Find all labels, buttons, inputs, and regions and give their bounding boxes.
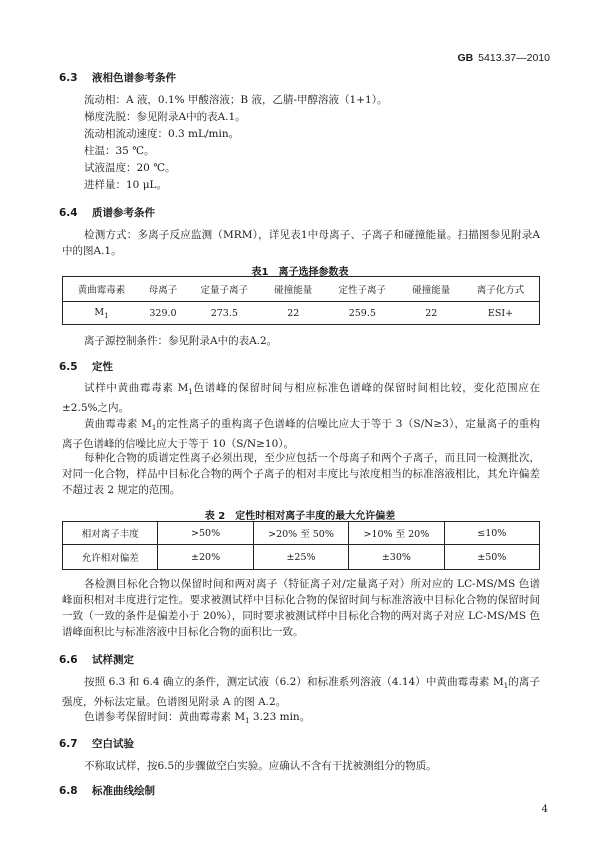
table2-cell: >10% 至 20% [349,522,444,545]
lc-line: 流动相流动速度：0.3 mL/min。 [84,128,240,140]
table1-cell: 273.5 [210,307,238,319]
table1-header: 定性子离子 [324,277,401,302]
table1-cell: 22 [287,307,300,319]
relative-ion-abundance-table [62,521,540,570]
section-6-4-heading: 6.4 质谱参考条件 [59,207,155,219]
table2-cell: ≤10% [444,522,539,545]
sample-determination-paragraph: 按照 6.3 和 6.4 确立的条件，测定试液（6.2）和标准系列溶液（4.14）中黄曲霉毒素 $M_1$的离子强度，外标法定量。色谱图见附录 A 的图 A.2。 [62,676,540,709]
lcms-qualitative-paragraph: 各检测目标化合物以保留时间和两对离子（特征离子对/定量离子对）所对应的 LC-MS/MS 色谱峰面积相对丰度进行定性。要求被测试样中目标化合物的保留时间与标准溶液中目标化合物的保留时间一致（一致的条件是偏差小于 20%），同时要求被测试样中目标化合物的两对离子对应 LC-MS/MS 色谱峰面积比与标准溶液中目标化合物的面积比一致。 [62,578,540,638]
qualitative-paragraph-3: 每种化合物的质谱定性离子必须出现，至少应包括一个母离子和两个子离子，而且同一检测批次，对同一化合物，样品中目标化合物的两个子离子的相对丰度比与浓度相当的标准溶液相比，其允许偏差不超过表 2 规定的范围。 [62,452,540,496]
table1-caption: 表1 离子选择参数表 [251,267,349,278]
retention-time-line: 色谱参考保留时间：黄曲霉毒素 $M_1$ 3.23 min。 [84,711,311,726]
table1-header: 离子化方式 [462,277,540,302]
table2-cell: >50% [158,522,253,545]
table2-cell: ±20% [158,545,253,570]
section-6-5-heading: 6.5 定性 [59,361,113,373]
table2-row-label: 允许相对偏差 [63,545,158,570]
lc-line: 梯度洗脱：参见附录A中的表A.1。 [84,111,246,123]
ion-source-note: 离子源控制条件：参见附录A中的表A.2。 [84,335,278,347]
table1-header: 黄曲霉毒素 [63,277,140,302]
lc-line: 试液温度：20 ℃。 [84,162,176,174]
section-6-7-heading: 6.7 空白试验 [59,738,134,750]
table2-caption: 表 2 定性时相对离子丰度的最大允许偏差 [204,511,396,522]
standard-number: GB 5413.37—2010 [457,52,550,64]
table1-header: 母离子 [140,277,186,302]
table2-row-label: 相对离子丰度 [63,522,158,545]
page-number: 4 [541,804,548,815]
table1-cell: 259.5 [348,307,376,319]
table1-cell: 329.0 [149,307,177,319]
table1-cell: ESI+ [487,307,514,319]
table1-cell: 22 [425,307,438,319]
ion-selection-table [62,276,540,325]
lc-line: 柱温：35 ℃。 [84,145,155,157]
ms-conditions-paragraph: 检测方式：多离子反应监测（MRM），详见表1中母离子、子离子和碰撞能量。扫描图参见附录A中的图A.1。 [62,229,540,257]
lc-line: 流动相：A 液，0.1% 甲酸溶液；B 液，乙腈-甲醇溶液（1+1）。 [84,94,388,106]
qualitative-paragraph-2: 黄曲霉毒素 $M_1$的定性离子的重构离子色谱峰的信噪比应大于等于 3（S/N≥3），定量离子的重构离子色谱峰的信噪比应大于等于 10（S/N≥10）。 [62,418,540,451]
table1-header: 碰撞能量 [263,277,324,302]
table2-cell: ±30% [349,545,444,570]
table2-cell: >20% 至 50% [253,522,348,545]
blank-test-paragraph: 不称取试样，按6.5的步骤做空白实验。应确认不含有干扰被测组分的物质。 [84,760,437,772]
section-6-8-heading: 6.8 标准曲线绘制 [59,785,155,797]
section-6-3-heading: 6.3 液相色谱参考条件 [59,72,176,84]
table1-header: 定量子离子 [186,277,263,302]
table1-cell: $M_1$ [94,306,109,320]
lc-line: 进样量：10 μL。 [84,179,167,191]
qualitative-paragraph-1: 试样中黄曲霉毒素 $M_1$色谱峰的保留时间与相应标准色谱峰的保留时间相比较，变化范围应在±2.5%之内。 [62,382,540,415]
table1-header: 碰撞能量 [401,277,462,302]
table2-cell: ±50% [444,545,539,570]
section-6-6-heading: 6.6 试样测定 [59,654,134,666]
table2-cell: ±25% [253,545,348,570]
